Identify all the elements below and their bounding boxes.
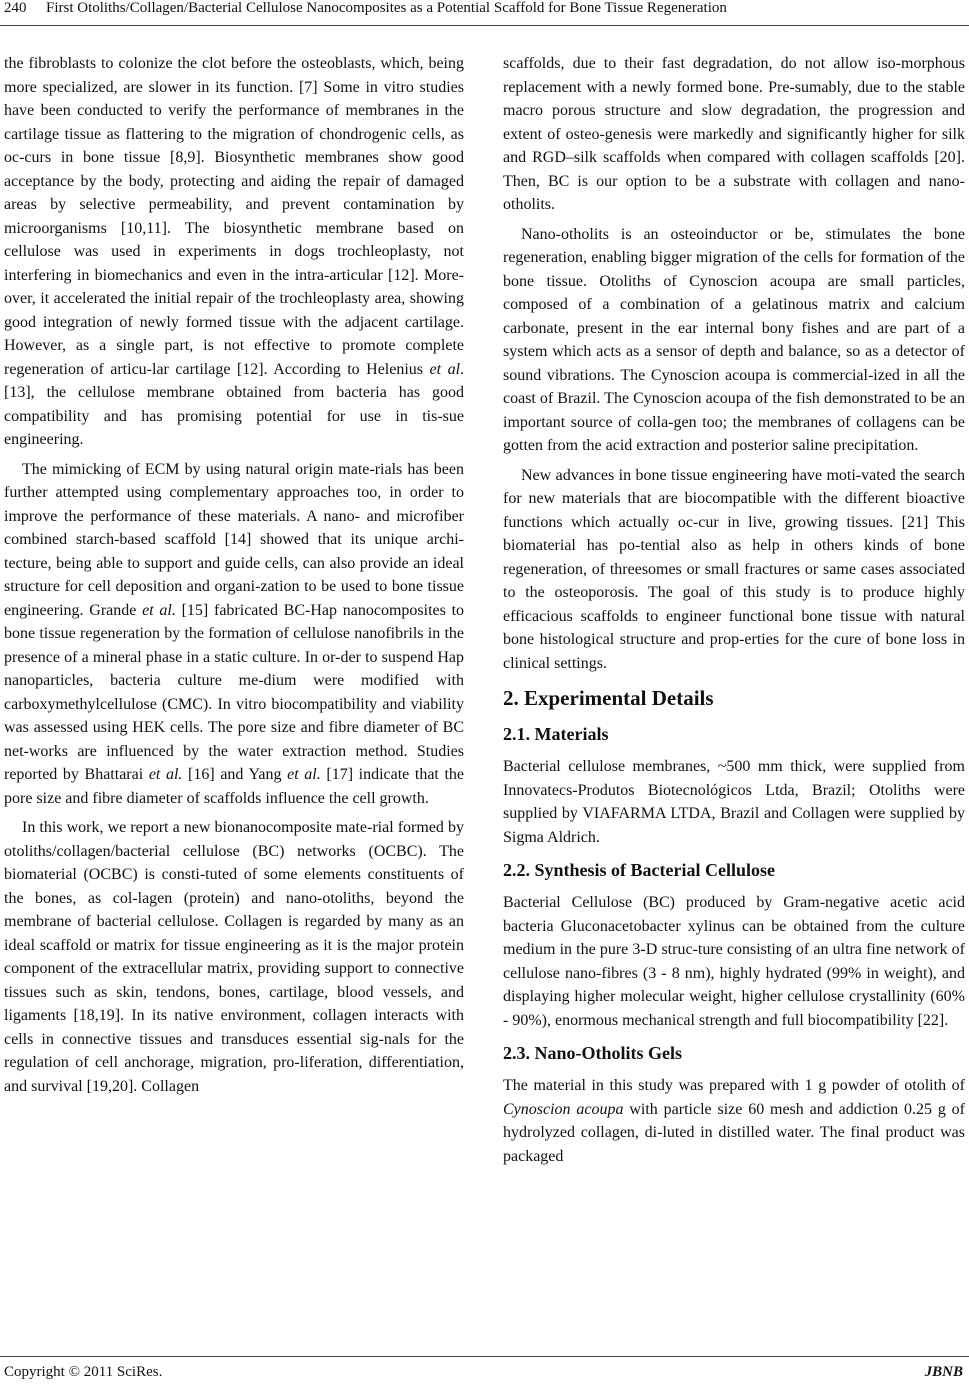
paragraph <box>4 52 464 452</box>
paragraph: Nano-otholits is an osteoinductor or be, stimulates the bone regeneration, enabling bigger migration of the cells for formation of the bone tissue. Otoliths of Cynoscion acoupa are small particles, composed of a combination of a gelatinous matrix and calcium carbonate, present in the ear internal bony fishes and are part of a system which acts as a sensor of depth and balance, so as a detector of sound vibrations. The Cynoscion acoupa is commercial-ized in all the coast of Brazil. The Cynoscion acoupa of the fish demonstrated to be an important source of colla-gen too; the membranes of collagens can be gotten from the acid extraction and posterior saline precipitation. <box>503 225 965 454</box>
running-title: First Otoliths/Collagen/Bacterial Cellulose Nanocomposites as a Potential Scaffold for Bone Tissue Regeneration <box>46 0 727 16</box>
paragraph-text: The mimicking of ECM by using natural origin mate-rials has been further attempted using complementary approaches too, in order to improve the performance of these materials. A nano- and microfiber combined starch-based scaffold [14] showed that its unique archi-tecture, being able to support and guide cells, can also provide an ideal structure for cell deposition and organi-zation to be used to bone tissue engineering. Grande <box>4 460 464 619</box>
copyright-notice: Copyright © 2011 SciRes. <box>4 1364 163 1380</box>
subsection-heading: 2.1. Materials <box>503 724 609 744</box>
paragraph: Bacterial Cellulose (BC) produced by Gram-negative acetic acid bacteria Gluconacetobacter xylinus can be obtained from the culture medium in the pure 3-D struc-ture consisting of an ultra fine network of cellulose nano-fibres (3 - 8 nm), highly hydrated (99% in weight), and displaying higher molecular weight, higher cellulose crystallinity (60% - 90%), enormous mechanical strength and full biocompatibility [22]. <box>503 894 965 1029</box>
page-header <box>0 0 969 24</box>
italic-et-al: et al. <box>148 766 183 783</box>
paragraph-text: The material in this study was prepared with 1 g powder of otolith of <box>503 1077 965 1094</box>
italic-et-al: et al. <box>142 601 176 619</box>
journal-abbreviation: JBNB <box>924 1364 963 1380</box>
italic-et-al: et al <box>429 360 461 378</box>
subsection-heading: 2.3. Nano-Otholits Gels <box>503 1043 683 1063</box>
paragraph <box>503 1074 965 1168</box>
subsection-heading: 2.2. Synthesis of Bacterial Cellulose <box>503 860 775 880</box>
paragraph: New advances in bone tissue engineering have moti-vated the search for new materials that are biocompatible with the different bioactive functions which actually oc-cur in live, growing tissues. [21] This biomaterial has po-tential also as help in others kinds of bone regeneration, of threesomes or small fractures or same cases associated to the osteoporosis. The goal of this study is to produce highly efficacious scaffolds to engineer functional bone tissue with natural bone histological structure and prop-erties for the cure of bone loss in clinical settings. <box>503 466 965 672</box>
paragraph: Bacterial cellulose membranes, ~500 mm thick, were supplied from Innovatecs-Produtos Biotecnológicos Ltda, Brazil; Otoliths were supplied by VIAFARMA LTDA, Brazil and Collagen were supplied by Sigma Aldrich. <box>503 758 965 846</box>
footer-divider <box>0 1356 969 1357</box>
paragraph-text: [17] indicate that the pore size and fibre diameter of scaffolds influence the cell growth. <box>4 766 465 807</box>
paragraph <box>4 458 464 811</box>
paragraph-text: [15] fabricated BC-Hap nanocomposites to bone tissue regeneration by the formation of cellulose nanofibrils in the presence of a mineral phase in a static culture. In or-der to suspend Hap nanoparticles, bacteria culture me-dium were modified with carboxymethylcellulose (CMC). In vitro biocompatibility and viability was assessed using HEK cells. The pore size and fibre diameter of BC net-works are influenced by the water extraction method. Studies reported by Bhattarai <box>4 601 465 783</box>
paragraph: scaffolds, due to their fast degradation, do not allow iso-morphous replacement with a newly formed bone. Pre-sumably, due to the stable macro porous structure and slow degradation, the progression and extent of osteo-genesis were markedly and significantly higher for silk and RGD–silk scaffolds when compared with collagen scaffolds [20]. Then, BC is our option to be a substrate with collagen and nano-otholits. <box>503 55 965 213</box>
section-heading: 2. Experimental Details <box>503 686 714 710</box>
italic-et-al: et al. <box>287 766 321 783</box>
paragraph-text: [16] and Yang <box>188 766 282 783</box>
paragraph-text: . [13], the cellulose membrane obtained from bacteria has good compatibility and has promising potential for use in tis-sue engineering. <box>4 360 465 448</box>
left-column <box>4 52 464 1098</box>
paragraph-text: the fibroblasts to colonize the clot before the osteoblasts, which, being more specialized, are slower in its function. [7] Some in vitro studies have been conducted to verify the performance of membranes in the cartilage tissue as flattering to the migration of chondrogenic cells, as oc-curs in bone tissue [8,9]. Biosynthetic membranes show good acceptance by the body, protecting and aiding the repair of damaged areas by selective permeability, and prevent contamination by microorganisms [10,11]. The biosynthetic membrane based on cellulose was used in experiments in dogs trochleoplasty, not interfering in biomechanics and even in the intra-articular [12]. More-over, it accelerated the initial repair of the trochleoplasty area, showing good integration of newly formed tissue with the adjacent cartilage. However, as a single part, is not effective to promote complete regeneration of articu-lar cartilage [12]. According to Helenius <box>4 55 464 378</box>
paragraph: In this work, we report a new bionanocomposite mate-rial formed by otoliths/collagen/bacterial cellulose (BC) networks (OCBC). The biomaterial (OCBC) is consti-tuted of some elements constituents of the bones, as col-lagen (protein) and nano-otoliths, beyond the membrane of bacterial cellulose. Collagen is regarded by many as an ideal scaffold or matrix for tissue engineering as it is the major protein component of the extracellular matrix, providing support to connective tissues such as skin, tendons, bones, cartilage, blood vessels, and ligaments [18,19]. In its native environment, collagen interacts with cells in connective tissues and transduces essential sig-nals for the regulation of cell anchorage, migration, pro-liferation, differentiation, and survival [19,20]. Collagen <box>4 819 464 1095</box>
header-divider <box>0 25 969 26</box>
italic-species-name: Cynoscion acoupa <box>503 1100 624 1118</box>
page-number: 240 <box>4 0 27 16</box>
paragraph-text: with particle size 60 mesh and addiction 0.25 g of hydrolyzed collagen, di-luted in distilled water. The final product was packaged <box>503 1100 966 1165</box>
right-column <box>503 52 965 1168</box>
